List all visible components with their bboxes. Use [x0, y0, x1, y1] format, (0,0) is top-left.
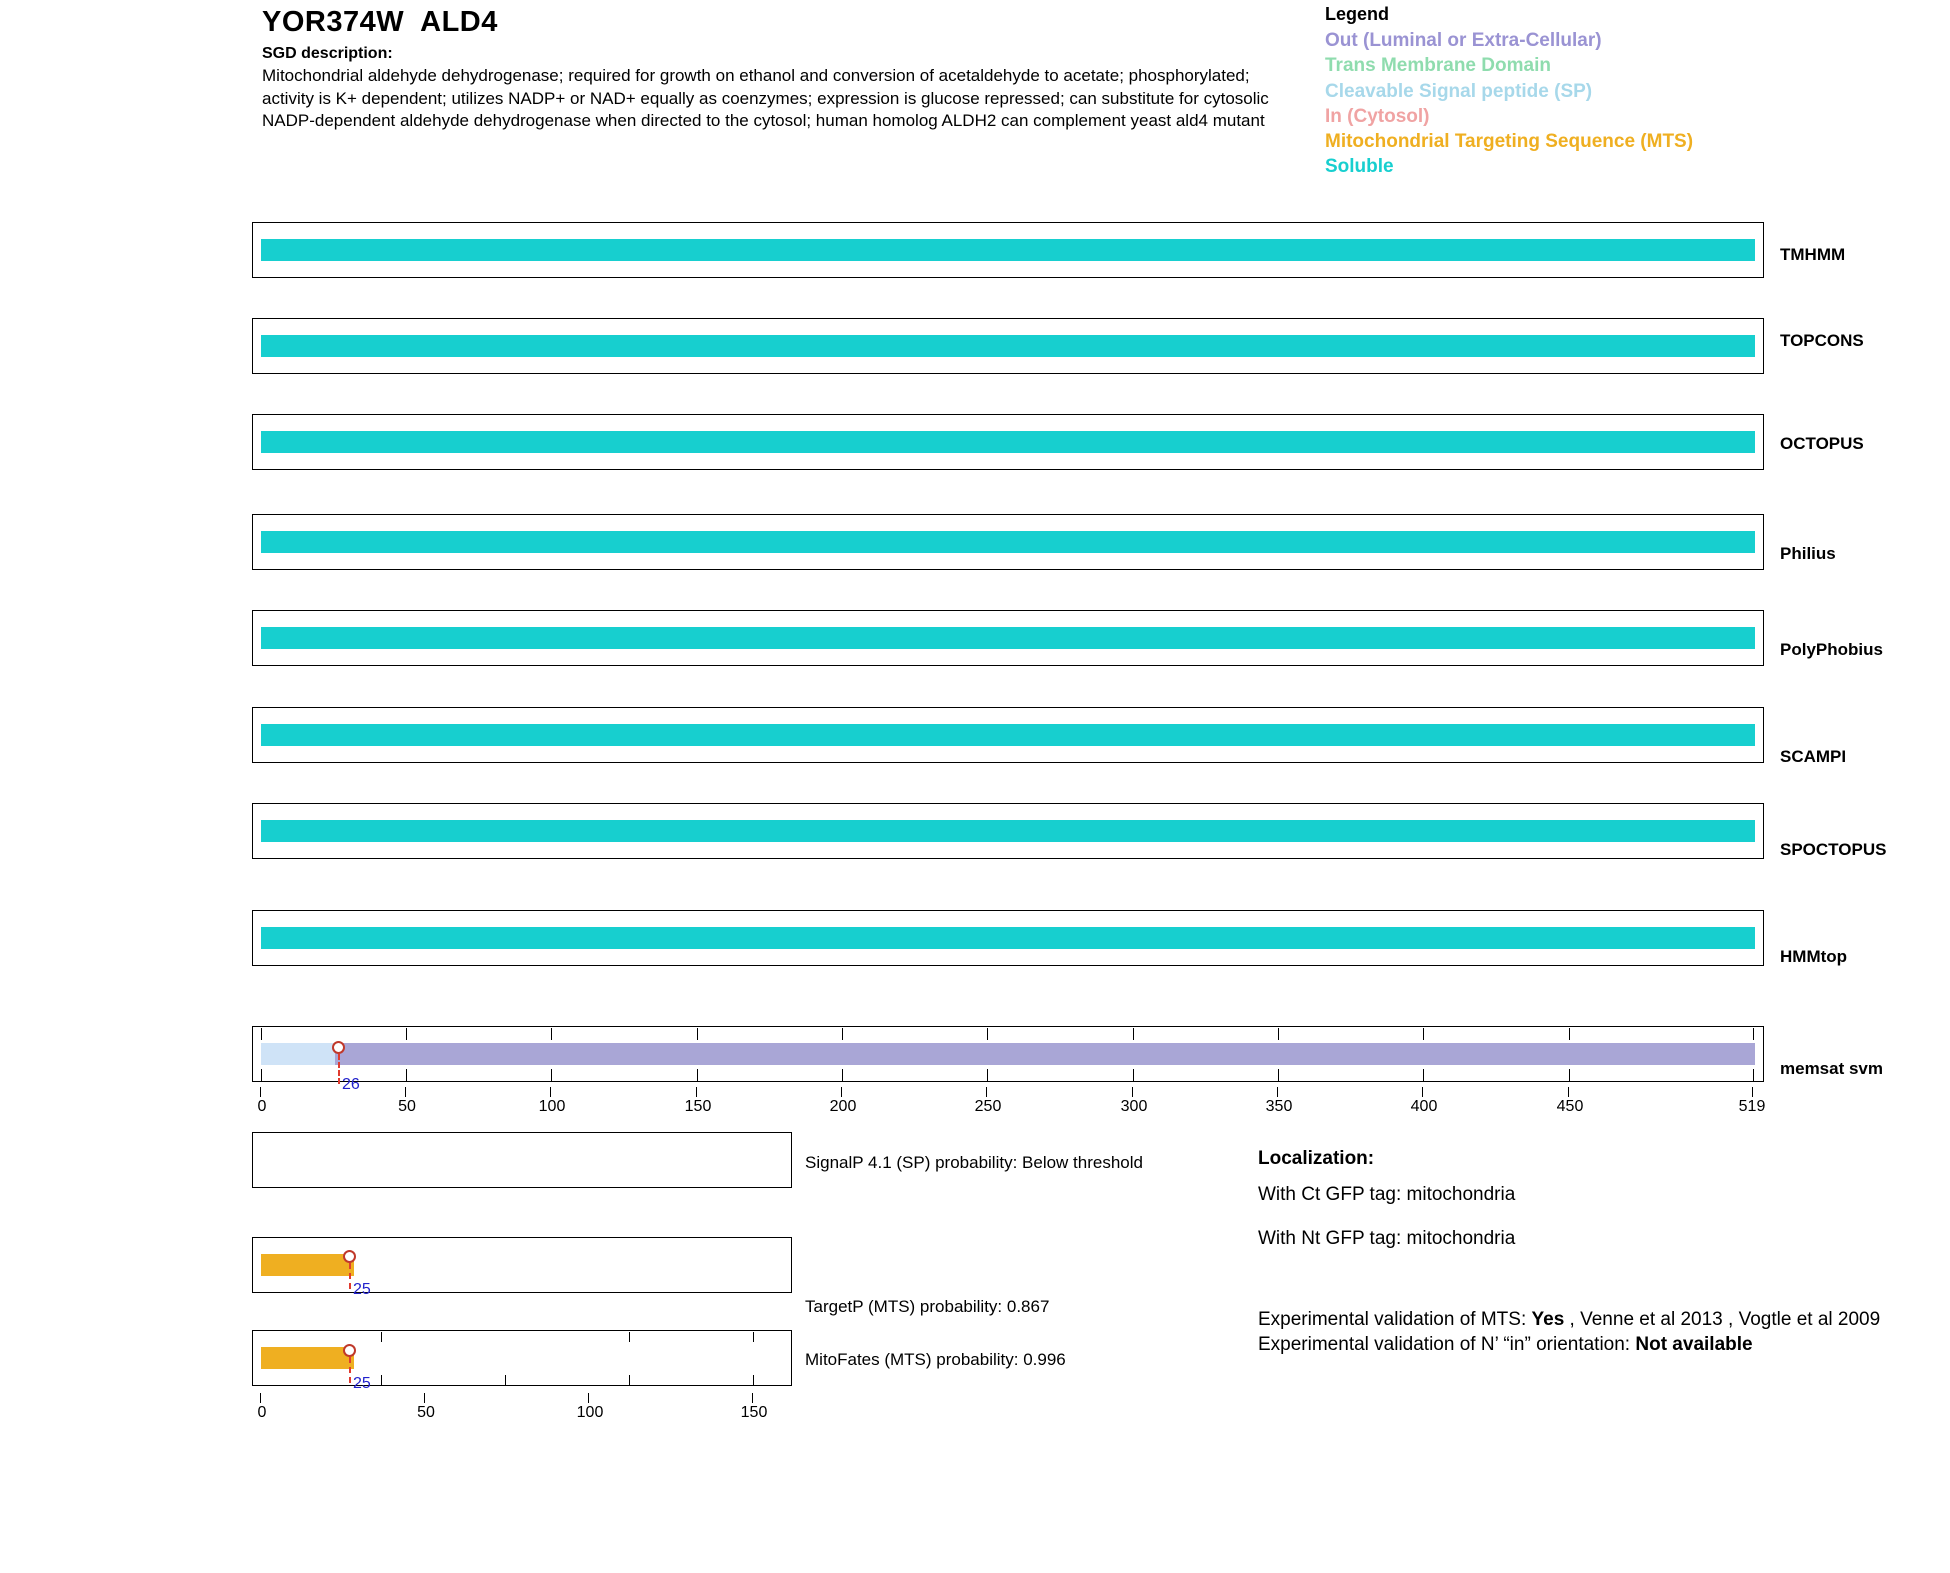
legend-item-tmd: Trans Membrane Domain — [1325, 55, 1551, 77]
legend — [1325, 4, 1925, 180]
track-label-scampi: SCAMPI — [1780, 747, 1847, 766]
track-polyphobius — [252, 610, 1764, 666]
experimental-mts-line — [1258, 1308, 1918, 1333]
sgd-description-text: Mitochondrial aldehyde dehydrogenase; required for growth on ethanol and conversion of acetaldehyde to acetate; phosphorylated; activity is K+ dependent; utilizes NADP+ or NAD+ equally as coenzymes; expression is glucose repressed; can substitute for cytosolic NADP-dependent aldehyde dehydrogenase when directed to the cytosol; human homolog ALDH2 can complement yeast ald4 mutant — [262, 66, 1269, 131]
track-bar-out — [335, 1043, 1755, 1065]
track-label-memsat-svm: memsat svm — [1780, 1059, 1884, 1078]
mitofates-marker-line — [349, 1357, 351, 1383]
legend-item-sp: Cleavable Signal peptide (SP) — [1325, 80, 1593, 102]
track-bar-mts — [261, 1347, 354, 1369]
experimental-mts-value: Yes — [1531, 1309, 1565, 1330]
track-philius — [252, 514, 1764, 570]
axis-small-tick-150: 150 — [740, 1404, 768, 1421]
legend-title: Legend — [1325, 4, 1390, 24]
axis-main-tick-200: 200 — [829, 1098, 857, 1115]
track-bar-soluble — [261, 431, 1755, 453]
memsat-marker-value: 26 — [342, 1076, 360, 1093]
axis-main-tick-250: 250 — [974, 1098, 1002, 1115]
track-octopus — [252, 414, 1764, 470]
header — [262, 6, 1302, 133]
track-label-philius: Philius — [1780, 544, 1836, 563]
track-label-topcons: TOPCONS — [1780, 331, 1864, 350]
mitofates-cleavage-marker — [343, 1344, 356, 1357]
memsat-cleavage-marker — [332, 1041, 345, 1054]
axis-small — [252, 1393, 812, 1423]
targetp-marker-line — [349, 1263, 351, 1289]
targetp-result-text: TargetP (MTS) probability: 0.867 — [805, 1297, 1050, 1316]
axis-main-tick-0: 0 — [257, 1098, 267, 1115]
axis-main-tick-450: 450 — [1556, 1098, 1584, 1115]
axis-small-tick-50: 50 — [417, 1404, 435, 1421]
track-bar-soluble — [261, 927, 1755, 949]
axis-main-tick-50: 50 — [398, 1098, 416, 1115]
track-hmmtop — [252, 910, 1764, 966]
track-targetp — [252, 1237, 792, 1293]
experimental-orientation-line — [1258, 1333, 1918, 1358]
track-signalp — [252, 1132, 792, 1188]
experimental-orientation-value: Not available — [1635, 1333, 1753, 1355]
localization-nt-tag: With Nt GFP tag: mitochondria — [1258, 1228, 1516, 1249]
sgd-description-label: SGD description: — [262, 45, 393, 62]
targetp-marker-value: 25 — [353, 1281, 371, 1298]
legend-item-mts: Mitochondrial Targeting Sequence (MTS) — [1325, 131, 1694, 153]
page-title: YOR374W ALD4 — [262, 6, 498, 38]
track-label-octopus: OCTOPUS — [1780, 434, 1864, 453]
targetp-cleavage-marker — [343, 1250, 356, 1263]
axis-main-tick-400: 400 — [1410, 1098, 1438, 1115]
track-bar-soluble — [261, 627, 1755, 649]
track-bar-mts — [261, 1254, 354, 1276]
legend-item-out: Out (Luminal or Extra-Cellular) — [1325, 30, 1602, 51]
track-bar-soluble — [261, 335, 1755, 357]
track-label-polyphobius: PolyPhobius — [1780, 640, 1883, 659]
localization-ct-tag: With Ct GFP tag: mitochondria — [1258, 1184, 1516, 1205]
track-label-spoctopus: SPOCTOPUS — [1780, 840, 1887, 859]
signalp-result-text: SignalP 4.1 (SP) probability: Below threshold — [805, 1153, 1143, 1172]
track-spoctopus — [252, 803, 1764, 859]
experimental-mts-suffix: , Venne et al 2013 , Vogtle et al 2009 — [1564, 1309, 1881, 1330]
axis-small-tick-100: 100 — [576, 1404, 604, 1421]
axis-main-tick-100: 100 — [538, 1098, 566, 1115]
track-memsat-svm — [252, 1026, 1764, 1082]
axis-main-tick-300: 300 — [1120, 1098, 1148, 1115]
track-bar-soluble — [261, 531, 1755, 553]
memsat-marker-line — [338, 1054, 340, 1084]
track-scampi — [252, 707, 1764, 763]
experimental-orientation-prefix: Experimental validation of N’ “in” orientation: — [1258, 1333, 1636, 1355]
track-mitofates — [252, 1330, 792, 1386]
track-bar-soluble — [261, 820, 1755, 842]
legend-item-soluble: Soluble — [1325, 156, 1394, 178]
axis-main-tick-150: 150 — [684, 1098, 712, 1115]
legend-item-in: In (Cytosol) — [1325, 105, 1430, 127]
mitofates-result-text: MitoFates (MTS) probability: 0.996 — [805, 1350, 1066, 1369]
experimental-mts-prefix: Experimental validation of MTS: — [1258, 1309, 1532, 1330]
localization-panel — [1258, 1148, 1918, 1272]
track-bar-soluble — [261, 724, 1755, 746]
axis-main-tick-350: 350 — [1265, 1098, 1293, 1115]
localization-title: Localization: — [1258, 1148, 1375, 1169]
axis-main-tick-519: 519 — [1738, 1098, 1766, 1115]
mitofates-marker-value: 25 — [353, 1375, 371, 1392]
track-topcons — [252, 318, 1764, 374]
track-label-tmhmm: TMHMM — [1780, 245, 1846, 264]
memsat-top-ticks — [253, 1028, 1765, 1040]
track-label-hmmtop: HMMtop — [1780, 947, 1848, 966]
track-bar-in-cytosol — [261, 1043, 335, 1065]
track-tmhmm — [252, 222, 1764, 278]
experimental-validation-panel — [1258, 1308, 1918, 1357]
track-bar-soluble — [261, 239, 1755, 261]
axis-small-tick-0: 0 — [257, 1404, 267, 1421]
memsat-bottom-ticks — [253, 1069, 1765, 1081]
axis-main — [252, 1087, 1764, 1117]
